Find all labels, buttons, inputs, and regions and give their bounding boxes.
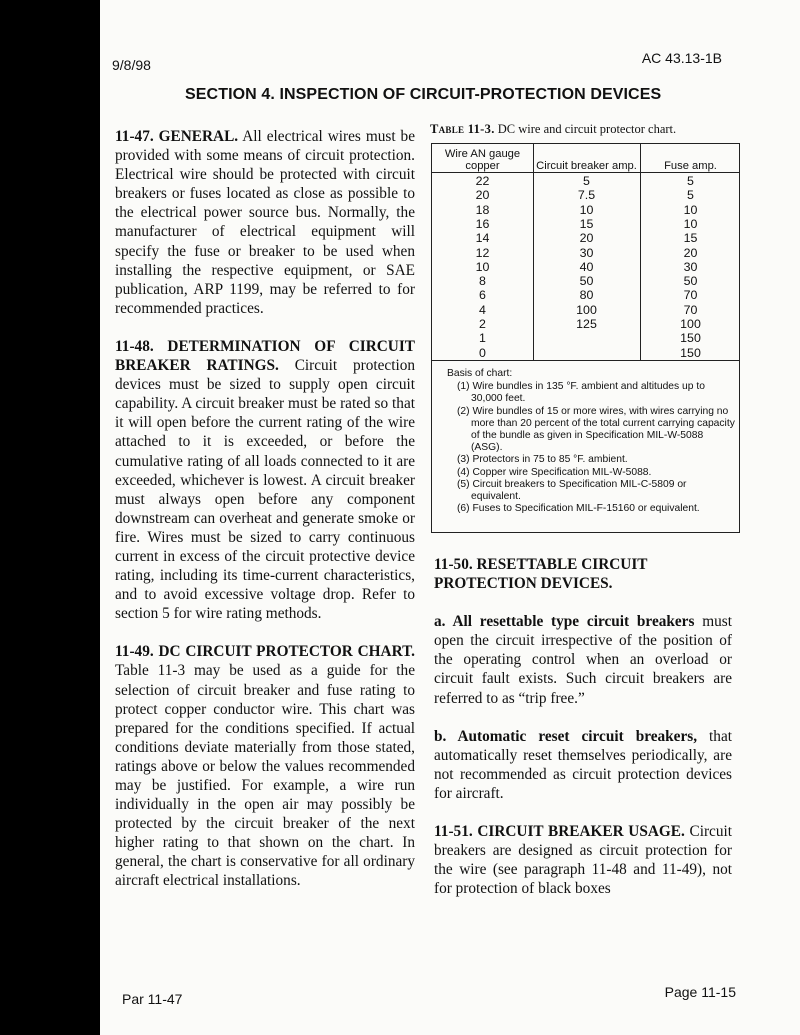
table-cell: 125 <box>576 317 597 331</box>
header-doc-id: AC 43.13-1B <box>641 50 722 66</box>
heading-11-48: 11-48. DETERMINATION OF CIRCUIT BREAKER RATINGS. <box>115 337 415 375</box>
table-cell: 12 <box>475 245 490 260</box>
table-cell: 10 <box>683 216 698 231</box>
table-cell: 5 <box>583 174 590 188</box>
table-cell: 16 <box>475 216 490 231</box>
table-cell: 22 <box>475 174 490 188</box>
paragraph-11-50-a <box>434 612 732 707</box>
column-header-wire-gauge: Wire AN gauge copper <box>444 148 521 172</box>
table-caption-label: Table 11-3. <box>430 122 495 136</box>
note-item: (4) Copper wire Specification MIL-W-5088. <box>457 466 652 478</box>
table-cell: 10 <box>683 202 698 217</box>
paragraph-text: All electrical wires must be provided with some means of circuit protection. Electrical wire should be protected with circuit breakers or fuses located as close as possible to the electrical power source bus. Normally, the manufacturer of electrical equipment will specify the fuse or breaker to be used when installing the respective equipment, or SAE publication, ARP 1199, may be referred to for recommended practices. <box>115 128 415 317</box>
table-cell: 70 <box>683 302 698 317</box>
table-cell: 100 <box>576 302 597 317</box>
header-date: 9/8/98 <box>112 57 151 73</box>
note-item: (1) Wire bundles in 135 °F. ambient and altitudes up to 30,000 feet. <box>457 381 705 405</box>
table-cell: 80 <box>579 288 594 303</box>
paragraph-11-50-b <box>434 727 732 803</box>
table-cell: 150 <box>680 345 701 360</box>
table-cell: 18 <box>475 202 490 217</box>
footer-paragraph-ref: Par 11-47 <box>122 991 183 1007</box>
table-cell: 30 <box>579 245 594 260</box>
right-column <box>434 555 732 898</box>
heading-11-51: 11-51. CIRCUIT BREAKER USAGE. <box>434 823 685 841</box>
paragraph-text: Circuit protection devices must be sized to supply open circuit capability. A circuit breaker must be rated so that it will open before the current rating of the wire attached to it is exceeded, or before the cumulative rating of all loads connected to it are exceeded, whichever is lowest. A circuit breaker must always open before any component downstream can overheat and generate smoke or fire. Wires must be sized to carry continuous current in excess of the circuit protective device rating, including its time-current characteristics, and to avoid excessive voltage drop. Refer to section 5 for wire rating methods. <box>115 357 416 623</box>
paragraph-text: Table 11-3 may be used as a guide for the selection of circuit breaker and fuse rating to protect copper conductor wire. This chart was prepared for the conditions specified. If actual conditions deviate materially from those stated, ratings above or below the values recommended may be justified. For example, a wire run individually in the open air may possibly be protected by the circuit breaker of the next higher rating to that shown on the chart. In general, the chart is conservative for all ordinary aircraft electrical installations. <box>115 662 415 890</box>
subheading-b: b. Automatic reset circuit breakers, <box>434 727 698 745</box>
column-header-breaker: Circuit breaker amp. <box>536 160 637 172</box>
footer-page-number: Page 11-15 <box>664 984 736 1000</box>
left-column <box>115 127 415 891</box>
paragraph-11-47 <box>115 127 415 318</box>
table-cell: 2 <box>479 317 486 331</box>
table-cell: 15 <box>683 231 698 246</box>
paragraph-11-51 <box>434 822 732 898</box>
table-cell: 8 <box>479 274 486 289</box>
note-item: (3) Protectors in 75 to 85 °F. ambient. <box>457 454 628 466</box>
heading-11-50 <box>434 555 732 593</box>
table-cell: 1 <box>479 331 486 346</box>
table-cell: 15 <box>579 216 594 231</box>
table-cell: 50 <box>579 274 594 289</box>
circuit-protector-table <box>431 143 740 533</box>
table-cell: 40 <box>579 259 594 274</box>
section-title: SECTION 4. INSPECTION OF CIRCUIT-PROTECTION DEVICES <box>185 86 662 103</box>
heading-text: 11-50. RESETTABLE CIRCUIT PROTECTION DEVICES. <box>434 556 648 593</box>
table-cell: 20 <box>683 245 698 260</box>
heading-11-47: 11-47. GENERAL. <box>115 128 239 145</box>
heading-11-49: 11-49. DC CIRCUIT PROTECTOR CHART. <box>115 643 415 661</box>
paragraph-text: must open the circuit irrespective of the position of the operating control when an overload or circuit fault exists. Such circuit breakers are referred to as “trip free.” <box>434 613 732 707</box>
table-cell: 0 <box>479 345 486 360</box>
paragraph-11-48 <box>115 337 415 623</box>
table-cell: 30 <box>683 259 698 274</box>
table-notes <box>447 368 737 515</box>
table-cell: 70 <box>683 288 698 303</box>
table-cell: 100 <box>680 317 701 331</box>
table-cell: 20 <box>475 188 490 203</box>
column-header-fuse: Fuse amp. <box>664 160 717 172</box>
note-item: (2) Wire bundles of 15 or more wires, with wires carrying no more than 20 percent of the total current carrying capacity of the bundle as given in Specification MIL-W-5088 (ASG). <box>457 405 735 454</box>
document-page <box>100 0 800 1035</box>
notes-heading: Basis of chart: <box>447 368 513 379</box>
table-cell: 14 <box>475 231 490 246</box>
table-cell <box>533 346 640 360</box>
paragraph-text: Circuit breakers are designed as circuit protection for the wire (see paragraph 11-48 and 11-49), not for protection of black boxes <box>434 823 732 898</box>
paragraph-text: that automatically reset themselves periodically, are not recommended as circuit protection devices for aircraft. <box>434 727 732 802</box>
table-cell: 7.5 <box>577 188 596 203</box>
table-cell: 20 <box>579 231 594 246</box>
table-cell <box>533 331 640 345</box>
table-cell: 50 <box>683 274 698 289</box>
subheading-a: a. All resettable type circuit breakers <box>434 613 695 631</box>
table-cell: 6 <box>479 288 486 303</box>
paragraph-11-49 <box>115 642 415 890</box>
table-cell: 5 <box>687 174 694 188</box>
table-caption <box>430 122 676 137</box>
table-cell: 150 <box>680 331 701 346</box>
table-cell: 10 <box>475 259 490 274</box>
table-cell: 4 <box>479 302 486 317</box>
table-cell: 10 <box>579 202 594 217</box>
table-caption-text: DC wire and circuit protector chart. <box>497 122 677 136</box>
note-item: (5) Circuit breakers to Specification MIL-C-5809 or equivalent. <box>457 478 687 503</box>
table-cell: 5 <box>687 188 694 203</box>
note-item: (6) Fuses to Specification MIL-F-15160 or equivalent. <box>457 503 700 515</box>
